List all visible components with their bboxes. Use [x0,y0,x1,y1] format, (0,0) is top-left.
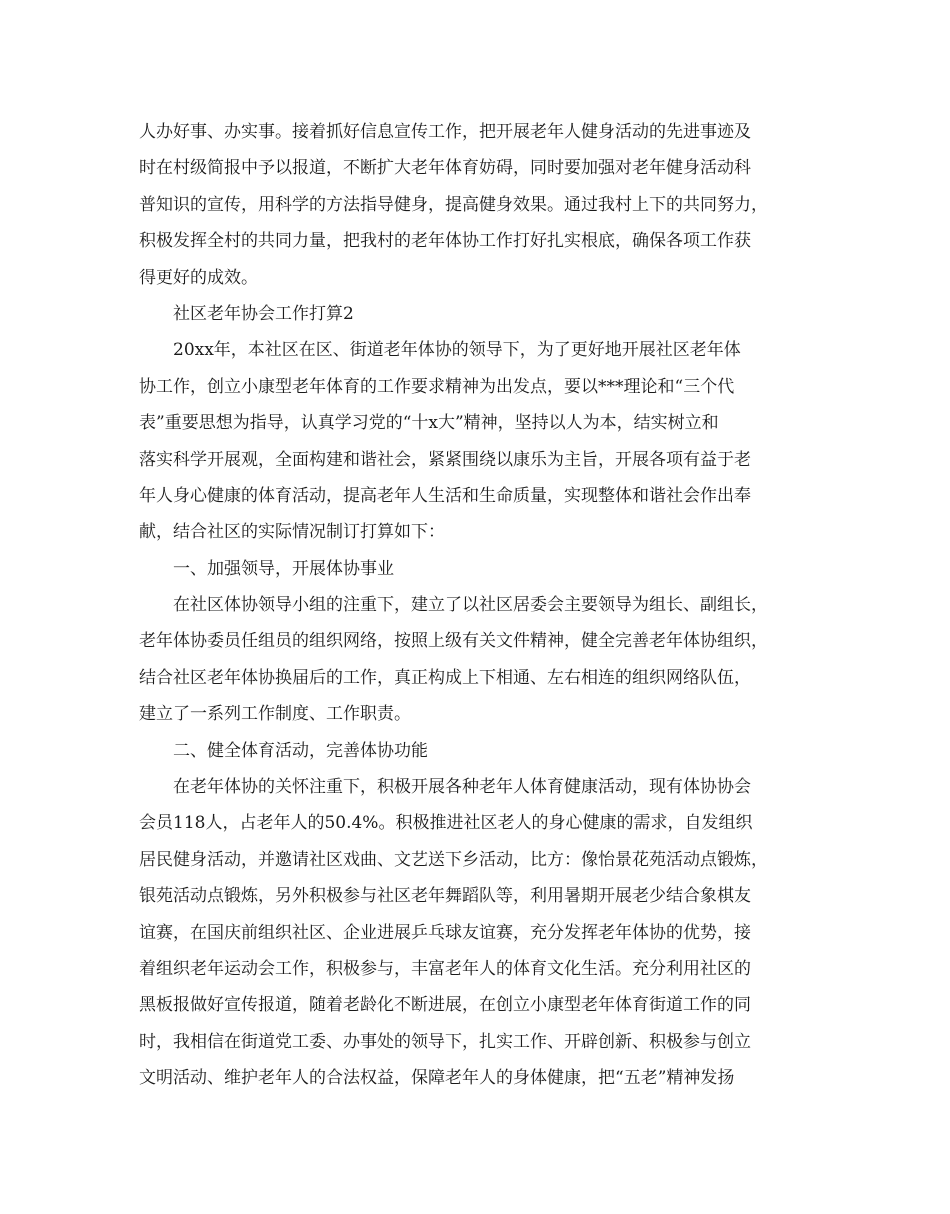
text-line: 会员118人，占老年人的50.4%。积极推进社区老人的身心健康的需求，自发组织 [139,813,753,834]
paragraph-start-line: 20xx年，本社区在区、街道老年体协的领导下，为了更好地开展社区老年体 [173,340,741,361]
paragraph-start-line: 在社区体协领导小组的注重下，建立了以社区居委会主要领导为组长、副组长， [173,595,768,616]
text-line: 普知识的宣传，用科学的方法指导健身，提高健身效果。通过我村上下的共同努力， [139,194,768,215]
text-line: 时，我相信在街道党工委、办事处的领导下，扎实工作、开辟创新、积极参与创立 [139,1031,751,1052]
text-line: 落实科学开展观，全面构建和谐社会，紧紧围绕以康乐为主旨，开展各项有益于老 [139,449,751,470]
text-line: 得更好的成效。 [139,267,258,288]
text-line: 黑板报做好宣传报道，随着老龄化不断进展，在创立小康型老年体育街道工作的同 [139,995,751,1016]
document-body [139,114,824,1097]
text-line: 年人身心健康的体育活动，提高老年人生活和生命质量，实现整体和谐社会作出奉 [139,485,751,506]
section-heading: 二、健全体育活动，完善体协功能 [173,740,428,761]
section-heading: 社区老年协会工作打算2 [173,303,354,324]
text-line: 时在村级简报中予以报道，不断扩大老年体育妨碍，同时要加强对老年健身活动科 [139,158,751,179]
text-line: 老年体协委员任组员的组织网络，按照上级有关文件精神，健全完善老年体协组织， [139,631,768,652]
text-line: 人办好事、办实事。接着抓好信息宣传工作，把开展老年人健身活动的先进事迹及 [139,122,751,142]
text-line: 积极发挥全村的共同力量，把我村的老年体协工作打好扎实根底，确保各项工作获 [139,231,751,252]
text-line: 协工作，创立小康型老年体育的工作要求精神为出发点，要以***理论和“三个代 [139,376,735,397]
text-line: 着组织老年运动会工作，积极参与，丰富老年人的体育文化生活。充分利用社区的 [139,958,751,979]
text-line: 献，结合社区的实际情况制订打算如下： [139,522,445,543]
text-line: 表”重要思想为指导，认真学习党的“十x大”精神，坚持以人为本，结实树立和 [139,413,719,434]
section-heading: 一、加强领导，开展体协事业 [173,558,394,579]
text-line: 结合社区老年体协换届后的工作，真正构成上下相通、左右相连的组织网络队伍， [139,667,751,688]
paragraph-start-line: 在老年体协的关怀注重下，积极开展各种老年人体育健康活动，现有体协协会 [173,777,751,798]
text-line: 谊赛，在国庆前组织社区、企业进展乒乓球友谊赛，充分发挥老年体协的优势，接 [139,922,751,943]
text-line: 银苑活动点锻炼，另外积极参与社区老年舞蹈队等，利用暑期开展老少结合象棋友 [139,886,751,907]
text-line: 居民健身活动，并邀请社区戏曲、文艺送下乡活动，比方：像怡景花苑活动点锻炼， [139,849,768,870]
text-line: 文明活动、维护老年人的合法权益，保障老年人的身体健康，把“五老”精神发扬 [139,1068,735,1089]
text-line: 建立了一系列工作制度、工作职责。 [139,704,411,725]
